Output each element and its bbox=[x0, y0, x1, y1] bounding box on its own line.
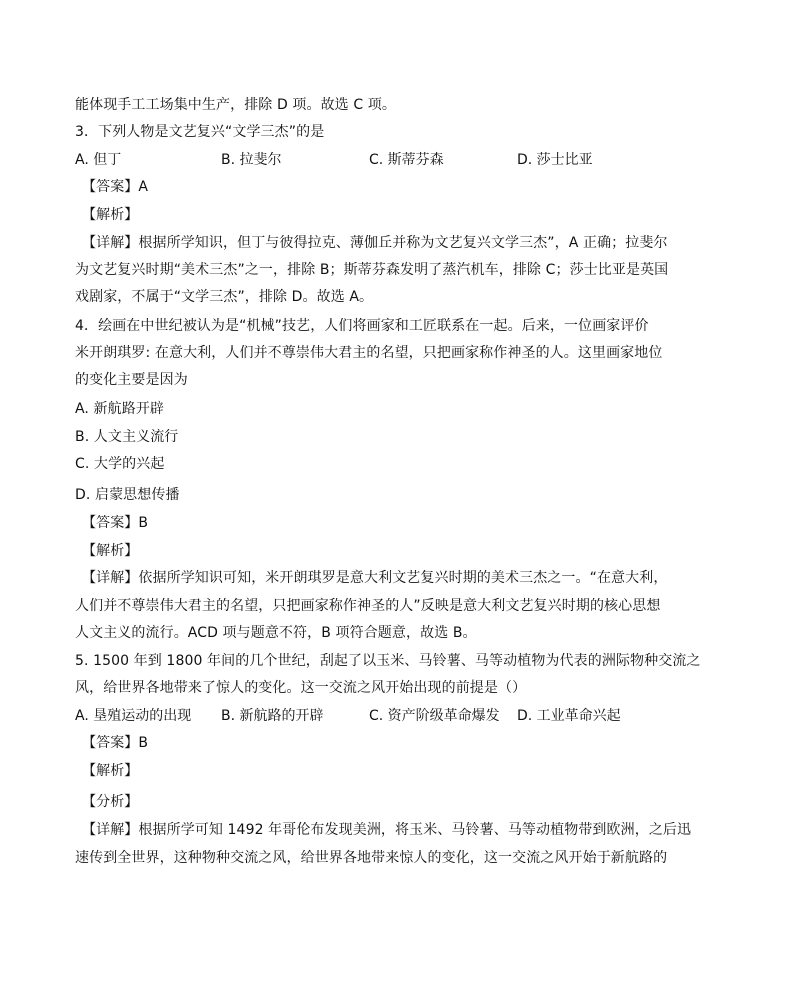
question-4-option-c: C. 大学的兴起 bbox=[75, 456, 165, 472]
question-4-analysis-heading: 【解析】 bbox=[82, 543, 139, 559]
question-5-option-c: C. 资产阶级革命爆发 bbox=[369, 708, 500, 724]
question-4-stem-line-1: 4．绘画在中世纪被认为是“机械”技艺，人们将画家和工匠联系在一起。后来，一位画家评价 bbox=[75, 318, 649, 334]
question-5-analysis-label: 【分析】 bbox=[82, 794, 139, 810]
question-5-option-b: B. 新航路的开辟 bbox=[221, 708, 324, 724]
question-5-detail-line-1: 【详解】根据所学可知 1492 年哥伦布发现美洲，将玉米、马铃薯、马等动植物带到欧洲，之后迅 bbox=[82, 822, 692, 838]
question-3-answer: 【答案】A bbox=[82, 179, 149, 195]
question-4-stem-line-2: 米开朗琪罗: 在意大利，人们并不尊崇伟大君主的名望，只把画家称作神圣的人。这里画家地位 bbox=[75, 345, 663, 361]
question-3-analysis-heading: 【解析】 bbox=[82, 207, 139, 223]
question-4-option-d: D. 启蒙思想传播 bbox=[75, 487, 180, 503]
question-5-option-d: D. 工业革命兴起 bbox=[517, 708, 621, 724]
question-4-detail-line-1: 【详解】依据所学知识可知，米开朗琪罗是意大利文艺复兴时期的美术三杰之一。“在意大利， bbox=[82, 570, 668, 586]
question-3-option-b: B. 拉斐尔 bbox=[221, 152, 282, 168]
question-3-option-a: A. 但丁 bbox=[75, 152, 122, 168]
question-4-answer: 【答案】B bbox=[82, 515, 149, 531]
question-3-detail-line-1: 【详解】根据所学知识，但丁与彼得拉克、薄伽丘并称为文艺复兴文学三杰”，A 正确；拉斐尔 bbox=[82, 235, 668, 251]
question-4-option-b: B. 人文主义流行 bbox=[75, 429, 179, 445]
question-4-stem-line-3: 的变化主要是因为 bbox=[75, 372, 188, 388]
question-3-option-c: C. 斯蒂芬森 bbox=[369, 152, 444, 168]
question-5-option-a: A. 垦殖运动的出现 bbox=[75, 708, 192, 724]
question-3-stem: 3．下列人物是文艺复兴“文学三杰”的是 bbox=[75, 124, 325, 140]
question-5-stem-line-1: 5. 1500 年到 1800 年间的几个世纪，刮起了以玉米、马铃薯、马等动植物为代表的洲际物种交流之 bbox=[75, 653, 701, 669]
question-4-detail-line-3: 人文主义的流行。ACD 项与题意不符，B 项符合题意，故选 B。 bbox=[75, 625, 477, 641]
question-5-answer: 【答案】B bbox=[82, 735, 149, 751]
question-4-detail-line-2: 人们并不尊崇伟大君主的名望，只把画家称作神圣的人”反映是意大利文艺复兴时期的核心思想 bbox=[75, 598, 661, 614]
question-5-analysis-heading: 【解析】 bbox=[82, 763, 139, 779]
question-3-option-d: D. 莎士比亚 bbox=[517, 152, 593, 168]
question-4-option-a: A. 新航路开辟 bbox=[75, 401, 165, 417]
question-5-detail-line-2: 速传到全世界，这种物种交流之风，给世界各地带来惊人的变化，这一交流之风开始于新航路的 bbox=[75, 850, 668, 866]
paragraph-line: 能体现手工工场集中生产，排除 D 项。故选 C 项。 bbox=[75, 97, 396, 113]
question-3-detail-line-3: 戏剧家，不属于“文学三杰”，排除 D。故选 A。 bbox=[75, 289, 374, 305]
question-5-stem-line-2: 风，给世界各地带来了惊人的变化。这一交流之风开始出现的前提是（） bbox=[75, 680, 527, 696]
question-3-detail-line-2: 为文艺复兴时期“美术三杰”之一，排除 B；斯蒂芬森发明了蒸汽机车，排除 C；莎士比亚是英国 bbox=[75, 262, 669, 278]
